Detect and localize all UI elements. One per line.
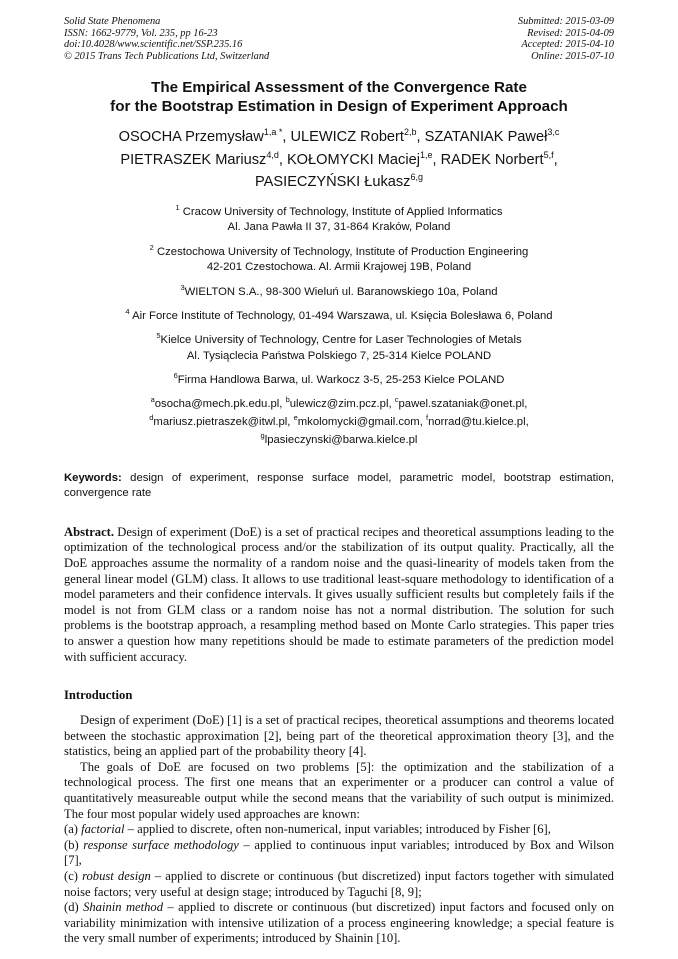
author-name: SZATANIAK Paweł	[424, 129, 548, 146]
list-item: (a) factorial – applied to discrete, often non-numerical, input variables; introduced by Fisher [6],	[64, 822, 551, 837]
affiliation-4: $^4$ Air Force Institute of Technology, 01-494 Warszawa, ul. Księcia Bolesława 6, Poland	[125, 307, 553, 322]
email-link[interactable]: osocha@mech.pk.edu.pl,	[154, 397, 286, 410]
journal-header	[64, 16, 614, 62]
issn: ISSN: 1662-9779, Vol. 235, pp 16-23	[64, 27, 218, 39]
paper-page	[64, 16, 614, 947]
email-link[interactable]: pawel.szataniak@onet.pl,	[398, 397, 528, 410]
list-item: (c) robust design – applied to discrete or continuous (but discretized) input factors together with simulated noise factors; very useful at design stage; introduced by Taguchi [8, 9];	[64, 869, 614, 899]
journal-info	[64, 16, 269, 62]
list-item: (b) response surface methodology – applied to continuous input variables; introduced by Box and Wilson [7],	[64, 837, 614, 868]
author-list	[64, 124, 614, 191]
abstract-text: Design of experiment (DoE) is a set of practical recipes and theoretical assumptions leading to the optimization of the technological process and/or the stabilization of its output quality. Practically, all the DoE approaches assume the normality of a random noise and the quasi-linearity of models taken from the general linear model (GLM) class. It allows to use traditional least-square methodology to identification of a model parameters and their confidence intervals. It gives usually sufficient results but completely fails if the model is not from GLM class or a random noise has not a normal distribution. The solution for such problems is the bootstrap approach, a resampling method based on Monte Carlo strategies. This paper tries to answer a question how many repetitions should be made to estimate parameters of the prediction model with sufficient accuracy.	[64, 524, 614, 664]
title-line-2: for the Bootstrap Estimation in Design of Experiment Approach	[110, 98, 568, 116]
title-line-1: The Empirical Assessment of the Convergence Rate	[151, 79, 527, 97]
email-link[interactable]: lpasieczynski@barwa.kielce.pl	[264, 434, 418, 447]
journal-name: Solid State Phenomena	[64, 16, 161, 27]
keywords-text: design of experiment, response surface model, parametric model, bootstrap estimation, convergence rate	[64, 471, 614, 499]
author-sup: 1,e	[419, 149, 433, 160]
section-title: Introduction	[64, 688, 133, 703]
author-line-3	[64, 169, 614, 191]
author-name: PIETRASZEK Mariusz	[120, 151, 267, 168]
copyright: © 2015 Trans Tech Publications Ltd, Switzerland	[64, 50, 270, 62]
abstract	[64, 525, 614, 665]
author-line-2: PIETRASZEK Mariusz$^{4,d}$, KOŁOMYCKI Maciej$^{1,e}$, RADEK Norbert$^{5,f}$,	[120, 149, 558, 168]
affiliation-3: $^3$WIELTON S.A., 98-300 Wieluń ul. Baranowskiego 10a, Poland	[180, 282, 498, 298]
author-name: OSOCHA Przemysław	[118, 129, 264, 146]
author-name: RADEK Norbert	[440, 151, 544, 168]
email-link[interactable]: mariusz.pietraszek@itwl.pl,	[153, 415, 294, 428]
keywords	[64, 471, 614, 501]
affiliation-2: $^2$ Czestochowa University of Technology, Institute of Production Engineering 42-201 Czestochowa. Al. Armii Krajowej 19B, Poland	[149, 242, 529, 274]
paper-title	[64, 78, 614, 116]
author-emails: $^a$osocha@mech.pk.edu.pl, $^b$ulewicz@zim.pcz.pl, $^c$pawel.szataniak@onet.pl, $^d$mariusz.pietraszek@itwl.pl, $^e$mkolomycki@gmail.com, $^f$norrad@tu.kielce.pl, $^g$lpasieczynski@barwa.kielce.pl	[149, 394, 529, 447]
email-link[interactable]: norrad@tu.kielce.pl,	[428, 415, 529, 428]
author-name: ULEWICZ Robert	[290, 129, 404, 146]
author-sup: 4,d	[266, 149, 279, 160]
author-name: KOŁOMYCKI Maciej	[286, 151, 420, 168]
email-link[interactable]: mkolomycki@gmail.com,	[297, 415, 426, 428]
abstract-label: Abstract.	[64, 524, 115, 539]
author-line-1: OSOCHA Przemysław$^{1,a *}$, ULEWICZ Robert$^{2,b}$, SZATANIAK Paweł$^{3,c}$	[118, 127, 560, 146]
paragraph: The goals of DoE are focused on two problems [5]: the optimization and the stabilization of a technological process. The first one means that an experimenter or a producer can control a value of quantitatively measureable output while the second means that the variability of such output is minimized. The four most popular widely used approaches are known:	[64, 759, 614, 821]
keywords-label: Keywords:	[64, 471, 122, 484]
introduction-body	[64, 713, 614, 947]
affiliation-5: $^5$Kielce University of Technology, Centre for Laser Technologies of Metals Al. Tysiąclecia Państwa Polskiego 7, 25-314 Kielce POLAND	[156, 331, 522, 362]
author-sup: 2,b	[403, 127, 417, 138]
paragraph: Design of experiment (DoE) [1] is a set of practical recipes, theoretical assumptions and theorems located between the stochastic approximation [2], being part of the theoretical approximation theory [3], and the statistics, being an applied part of the probability theory [4].	[64, 713, 614, 759]
affiliation-1: $^1$ Cracow University of Technology, Institute of Applied Informatics Al. Jana Pawła II 37, 31-864 Kraków, Poland	[175, 202, 503, 234]
online-date: Online: 2015-07-10	[531, 50, 614, 62]
affiliation-6: $^6$Firma Handlowa Barwa, ul. Warkocz 3-5, 25-253 Kielce POLAND	[173, 371, 505, 387]
author-sup: 3,c	[547, 127, 560, 138]
list-item: (d) Shainin method – applied to discrete or continuous (but discretized) input factors and focused only on variability minimization with intensive utilization of a process engineering knowledge; a special feature is the very small number of experiments; introduced by Shainin [10].	[64, 900, 614, 946]
author-name: PASIECZYŃSKI Łukasz	[255, 174, 411, 191]
submitted-date: Submitted: 2015-03-09	[517, 16, 614, 27]
author-sup: 1,a *	[263, 127, 283, 138]
doi: doi:10.4028/www.scientific.net/SSP.235.16	[64, 39, 243, 51]
author-sup: 5,f	[543, 149, 554, 160]
email-link[interactable]: ulewicz@zim.pcz.pl,	[289, 397, 395, 410]
author-sup: 6,g	[410, 172, 423, 183]
affiliations	[64, 200, 614, 448]
accepted-date: Accepted: 2015-04-10	[521, 39, 614, 51]
revised-date: Revised: 2015-04-09	[527, 27, 614, 39]
dates-info	[518, 16, 614, 62]
